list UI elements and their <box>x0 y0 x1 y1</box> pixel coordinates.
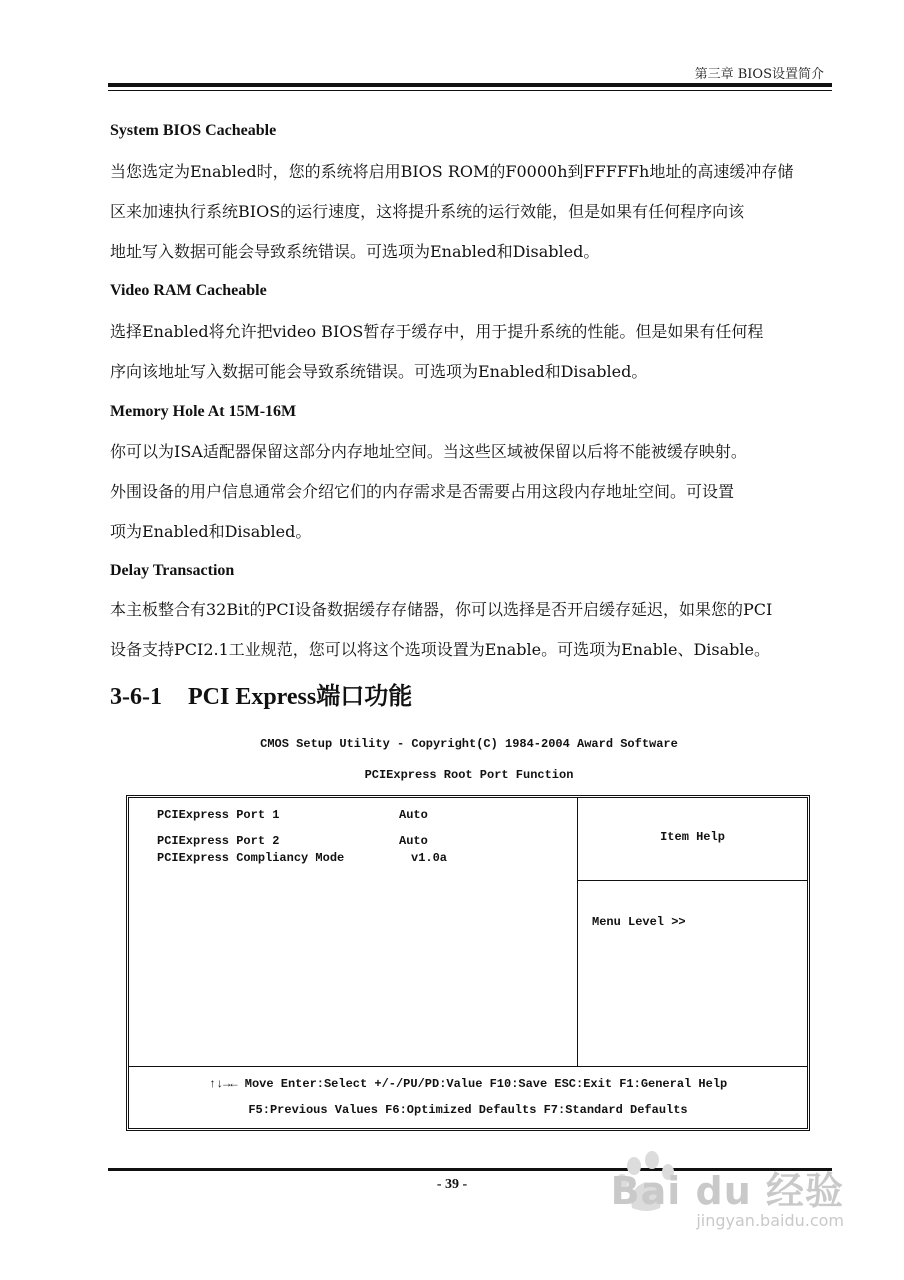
section-body-delay-transaction <box>110 590 830 670</box>
bios-title: CMOS Setup Utility - Copyright(C) 1984-2004 Award Software <box>260 737 678 751</box>
watermark <box>611 1160 844 1230</box>
bios-screen <box>126 795 810 1131</box>
option-value-compliancy-mode[interactable]: v1.0a <box>411 851 448 865</box>
body-line: 区来加速执行系统BIOS的运行速度，这将提升系统的运行效能，但是如果有任何程序向该 <box>110 202 745 221</box>
bios-key-legend <box>129 1066 807 1128</box>
body-line: 序向该地址写入数据可能会导致系统错误。可选项为Enabled和Disabled。 <box>110 362 648 381</box>
option-label: PCIExpress Compliancy Mode <box>157 851 345 865</box>
item-help-heading: Item Help <box>660 830 725 844</box>
header-rule-thin <box>108 90 832 91</box>
option-pciexpress-port-2[interactable] <box>157 834 279 848</box>
body-line: 本主板整合有32Bit的PCI设备数据缓存存储器，你可以选择是否开启缓存延迟，如果您的PCI <box>110 600 773 619</box>
option-label: PCIExpress Port 1 <box>157 808 280 822</box>
option-label: PCIExpress Port 2 <box>157 834 280 848</box>
section-title-system-bios-cacheable: System BIOS Cacheable <box>110 122 277 139</box>
subsection-title: PCI Express端口功能 <box>187 684 413 710</box>
chapter-header: 第三章 BIOS设置简介 <box>694 67 824 82</box>
help-detail-panel <box>578 881 807 1066</box>
section-title-delay-transaction: Delay Transaction <box>110 562 235 579</box>
body-line: 当您选定为Enabled时，您的系统将启用BIOS ROM的F0000h到FFFFFh地址的高速缓冲存储 <box>110 162 794 181</box>
header-rule-thick <box>108 83 832 87</box>
menu-level: Menu Level >> <box>592 915 686 929</box>
option-pciexpress-port-1[interactable] <box>157 808 279 822</box>
body-line: 你可以为ISA适配器保留这部分内存地址空间。当这些区域被保留以后将不能被缓存映射。 <box>110 442 747 461</box>
watermark-url: jingyan.baidu.com <box>696 1211 844 1230</box>
body-line: 地址写入数据可能会导致系统错误。可选项为Enabled和Disabled。 <box>110 242 600 261</box>
bios-options-panel <box>129 798 578 1066</box>
section-title-memory-hole: Memory Hole At 15M-16M <box>110 403 297 420</box>
option-value-port-1[interactable]: Auto <box>399 808 428 822</box>
subsection-number: 3-6-1 <box>110 684 162 710</box>
page-number: - 39 - <box>436 1177 468 1192</box>
option-compliancy-mode[interactable] <box>157 851 344 865</box>
key-legend-line-1: ↑↓→← Move Enter:Select +/-/PU/PD:Value F10:Save ESC:Exit F1:General Help <box>208 1077 728 1091</box>
key-legend-line-2: F5:Previous Values F6:Optimized Defaults F7:Standard Defaults <box>248 1103 688 1117</box>
body-line: 外围设备的用户信息通常会介绍它们的内存需求是否需要占用这段内存地址空间。可设置 <box>110 482 735 501</box>
bios-subtitle: PCIExpress Root Port Function <box>364 768 574 782</box>
item-help-panel <box>578 798 807 881</box>
section-body-video-ram-cacheable <box>110 312 830 392</box>
section-title-video-ram-cacheable: Video RAM Cacheable <box>110 282 267 299</box>
option-value-port-2[interactable]: Auto <box>399 834 428 848</box>
section-body-system-bios-cacheable <box>110 152 830 272</box>
watermark-brand: Bai du 经验 <box>610 1169 844 1213</box>
body-line: 设备支持PCI2.1工业规范，您可以将这个选项设置为Enable。可选项为Enable、Disable。 <box>110 640 771 659</box>
subsection-heading <box>110 676 412 711</box>
body-line: 选择Enabled将允许把video BIOS暂存于缓存中，用于提升系统的性能。但是如果有任何程 <box>110 322 764 341</box>
section-body-memory-hole <box>110 432 830 552</box>
body-line: 项为Enabled和Disabled。 <box>110 522 312 541</box>
